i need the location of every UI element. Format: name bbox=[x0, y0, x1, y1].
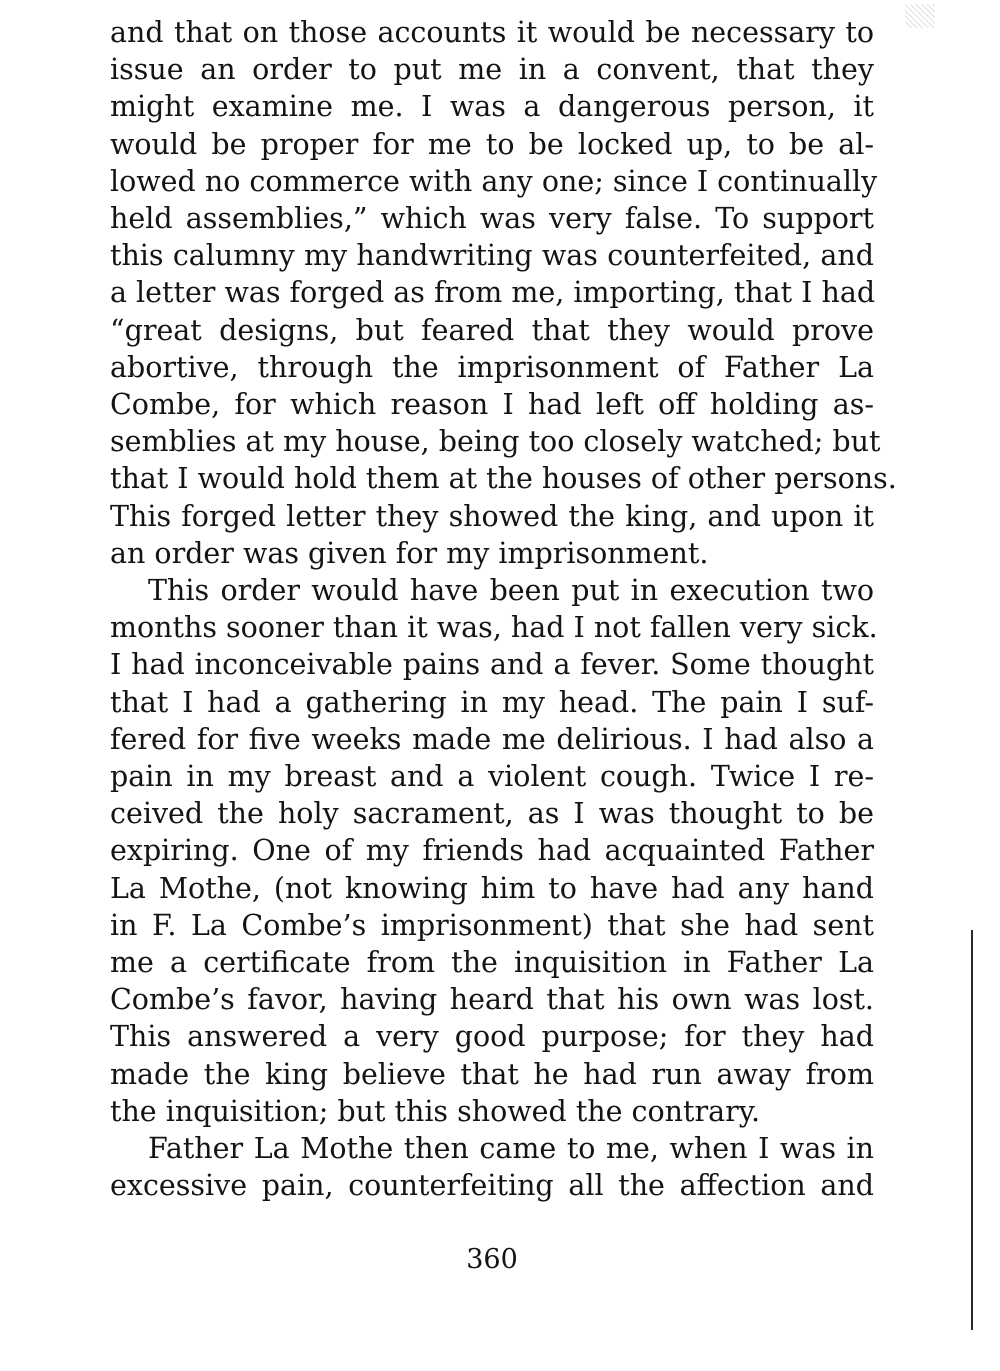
text-line: made the king believe that he had run away from bbox=[110, 1057, 874, 1091]
text-line: This forged letter they showed the king, and upon it bbox=[110, 499, 874, 533]
text-line: lowed no commerce with any one; since I continually bbox=[110, 164, 878, 198]
text-line: La Mothe, (not knowing him to have had any hand bbox=[110, 871, 874, 905]
text-line: I had inconceivable pains and a fever. Some thought bbox=[110, 648, 874, 682]
paragraph bbox=[110, 572, 878, 1130]
text-line: This answered a very good purpose; for they had bbox=[110, 1020, 874, 1054]
text-line: would be proper for me to be locked up, to be al- bbox=[110, 127, 874, 161]
text-line: pain in my breast and a violent cough. Twice I re- bbox=[110, 760, 874, 794]
text-line: excessive pain, counterfeiting all the affection and bbox=[110, 1169, 874, 1203]
paragraph bbox=[110, 1130, 874, 1204]
text-line: in F. La Combe’s imprisonment) that she had sent bbox=[110, 908, 874, 942]
text-line: might examine me. I was a dangerous person, it bbox=[110, 90, 874, 124]
text-line: This order would have been put in execution two bbox=[148, 574, 874, 608]
text-line: Father La Mothe then came to me, when I was in bbox=[148, 1132, 874, 1166]
text-line: held assemblies,” which was very false. To support bbox=[110, 202, 874, 236]
text-line: Combe, for which reason I had left off holding as- bbox=[110, 388, 874, 422]
scan-artifact bbox=[905, 4, 935, 28]
text-line: a letter was forged as from me, importing, that I had bbox=[110, 276, 876, 310]
text-line: months sooner than it was, had I not fallen very sick. bbox=[110, 611, 878, 645]
text-line: fered for five weeks made me delirious. I had also a bbox=[110, 722, 874, 756]
text-line: that I would hold them at the houses of other persons. bbox=[110, 462, 897, 496]
text-line: this calumny my handwriting was counterfeited, and bbox=[110, 239, 874, 273]
page-number: 360 bbox=[466, 1244, 518, 1275]
text-line: issue an order to put me in a convent, that they bbox=[110, 53, 874, 87]
text-line: the inquisition; but this showed the contrary. bbox=[110, 1094, 761, 1128]
text-line: me a certificate from the inquisition in Father La bbox=[110, 946, 874, 980]
text-line: ceived the holy sacrament, as I was thought to be bbox=[110, 797, 874, 831]
text-line: “great designs, but feared that they would prove bbox=[110, 313, 874, 347]
scan-edge-line bbox=[971, 930, 973, 1330]
text-line: expiring. One of my friends had acquainted Father bbox=[110, 834, 874, 868]
text-line: semblies at my house, being too closely watched; but bbox=[110, 425, 881, 459]
text-line: and that on those accounts it would be necessary to bbox=[110, 16, 874, 49]
text-line: abortive, through the imprisonment of Father La bbox=[110, 350, 874, 384]
body-text bbox=[110, 14, 897, 1205]
text-line: an order was given for my imprisonment. bbox=[110, 536, 709, 570]
paragraph bbox=[110, 14, 897, 572]
text-line: Combe’s favor, having heard that his own was lost. bbox=[110, 983, 874, 1017]
text-line: that I had a gathering in my head. The pain I suf- bbox=[110, 685, 874, 719]
